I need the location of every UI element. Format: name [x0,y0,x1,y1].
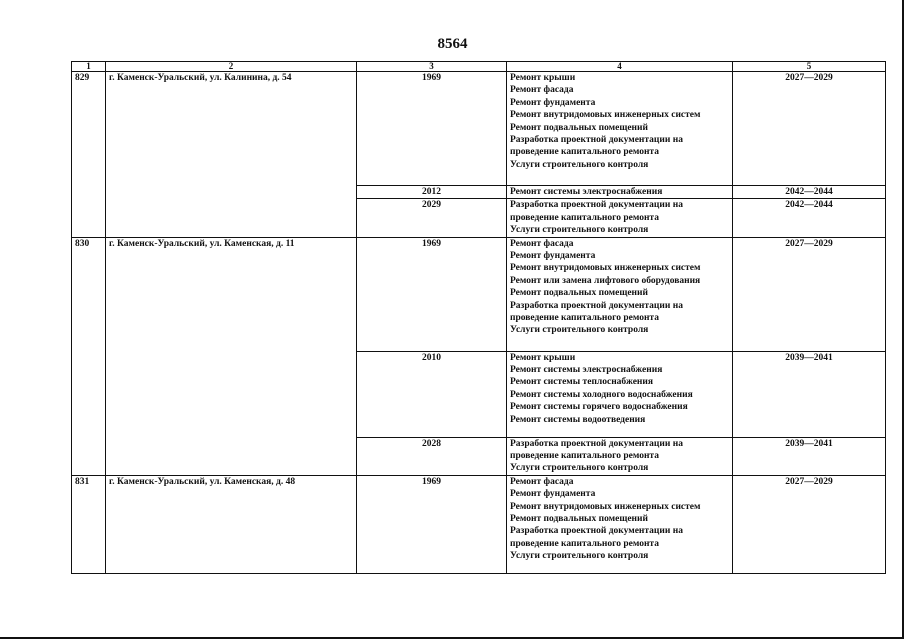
works-list [507,351,733,437]
works-list [507,186,733,199]
work-item: Разработка проектной документации на [510,300,683,311]
work-item: проведение капитального ремонта [510,313,659,324]
repair-period: 2027—2029 [733,72,886,186]
work-item: Ремонт системы теплоснабжения [510,377,654,388]
repair-period: 2039—2041 [733,351,886,437]
work-item: Ремонт фундамента [510,489,596,500]
work-item: Ремонт крыши [510,352,576,363]
work-item: Ремонт системы горячего водоснабжения [510,402,688,413]
work-item: Ремонт системы электроснабжения [510,365,663,376]
entry-number: 830 [72,237,106,475]
col-header-1: 1 [72,62,106,72]
work-item: Услуги строительного контроля [510,551,649,562]
work-item: проведение капитального ремонта [510,147,659,158]
table-row [72,237,886,351]
repair-period: 2027—2029 [733,475,886,573]
work-item: Услуги строительного контроля [510,463,649,474]
table-row [72,72,886,186]
work-item: Разработка проектной документации на [510,135,683,146]
work-item: Ремонт подвальных помещений [510,514,648,525]
work-item: проведение капитального ремонта [510,538,659,549]
header-row [72,62,886,72]
build-year: 2010 [357,351,507,437]
work-item: Ремонт фасада [510,85,574,96]
work-item: Услуги строительного контроля [510,325,649,336]
repair-period: 2042—2044 [733,199,886,237]
works-list [507,199,733,237]
work-item: Ремонт подвальных помещений [510,288,648,299]
work-item: проведение капитального ремонта [510,212,659,223]
repair-period: 2042—2044 [733,186,886,199]
col-header-4: 4 [507,62,733,72]
table-row [72,475,886,573]
work-item: Ремонт крыши [510,73,576,83]
work-item: Услуги строительного контроля [510,159,649,170]
work-item: Ремонт внутридомовых инженерных систем [510,501,701,512]
col-header-5: 5 [733,62,886,72]
work-item: Разработка проектной документации на [510,200,683,211]
work-item: Ремонт внутридомовых инженерных систем [510,110,701,121]
works-list [507,437,733,475]
work-item: Ремонт фасада [510,238,574,249]
work-item: Ремонт фундамента [510,251,596,262]
build-year: 1969 [357,237,507,351]
build-year: 2012 [357,186,507,199]
work-item: Ремонт подвальных помещений [510,122,648,133]
work-item: Ремонт или замена лифтового оборудования [510,275,701,286]
build-year: 1969 [357,475,507,573]
repair-period: 2039—2041 [733,437,886,475]
work-item: Услуги строительного контроля [510,225,649,236]
works-list [507,72,733,186]
build-year: 2029 [357,199,507,237]
col-header-3: 3 [357,62,507,72]
entry-number: 829 [72,72,106,238]
table-body [72,72,886,574]
repair-schedule-table [71,61,886,574]
build-year: 1969 [357,72,507,186]
work-item: Ремонт системы водоотведения [510,414,646,425]
work-item: Ремонт системы электроснабжения [510,187,663,197]
work-item: Ремонт системы холодного водоснабжения [510,389,693,400]
build-year: 2028 [357,437,507,475]
work-item: Ремонт фундамента [510,97,596,108]
works-list [507,237,733,351]
col-header-2: 2 [106,62,357,72]
page-number: 8564 [437,36,468,52]
entry-address: г. Каменск-Уральский, ул. Калинина, д. 54 [106,72,357,238]
work-item: Разработка проектной документации на [510,438,683,449]
entry-address: г. Каменск-Уральский, ул. Каменская, д. 11 [106,237,357,475]
works-list [507,475,733,573]
work-item: Ремонт внутридомовых инженерных систем [510,263,701,274]
work-item: Ремонт фасада [510,476,574,487]
entry-address: г. Каменск-Уральский, ул. Каменская, д. 48 [106,475,357,573]
work-item: Разработка проектной документации на [510,526,683,537]
repair-period: 2027—2029 [733,237,886,351]
entry-number: 831 [72,475,106,573]
work-item: проведение капитального ремонта [510,451,659,462]
